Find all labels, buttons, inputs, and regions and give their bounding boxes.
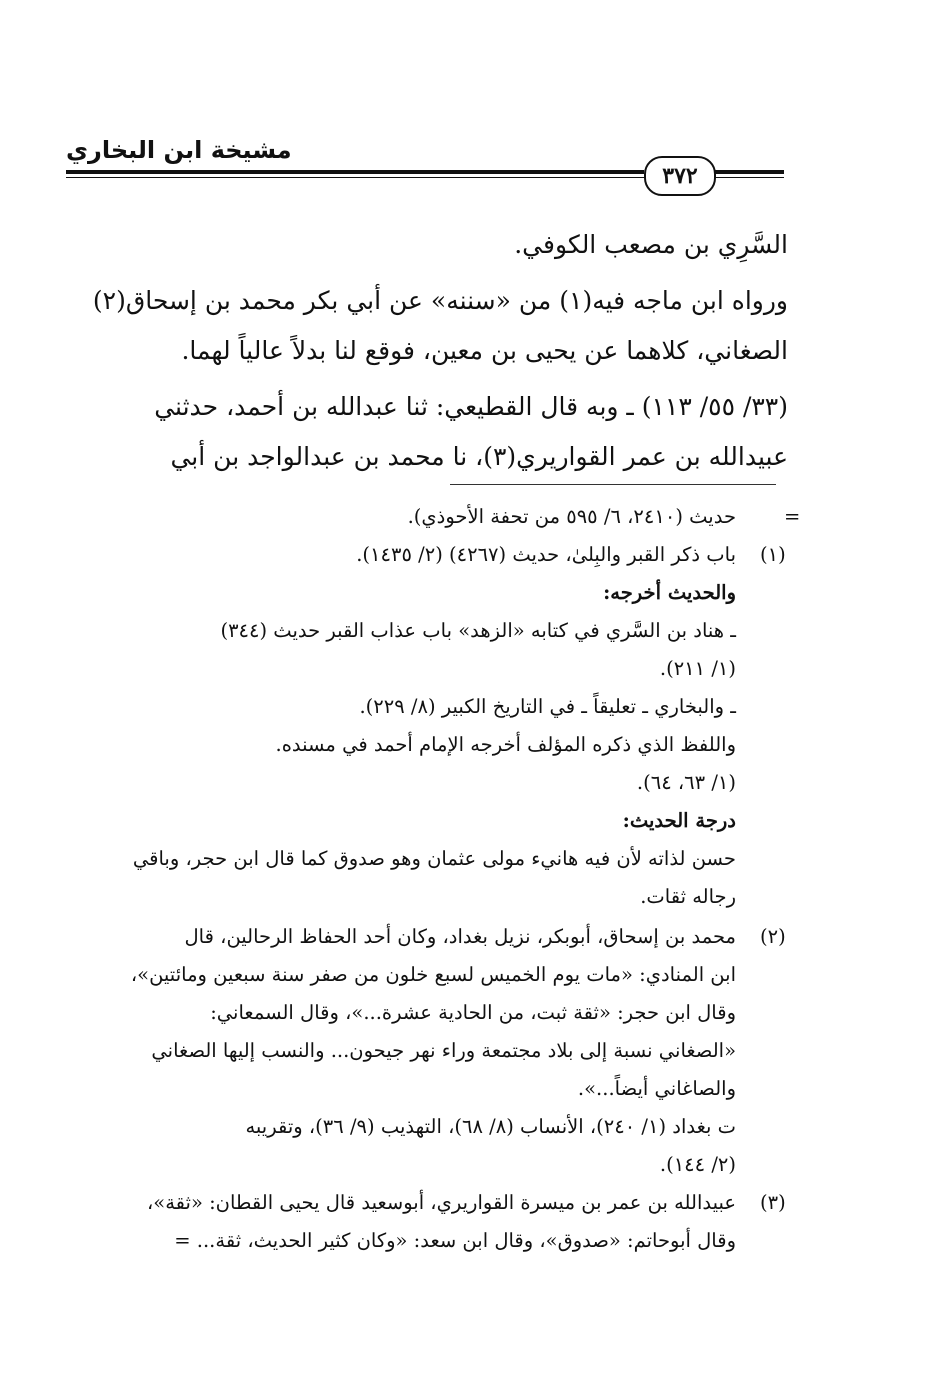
- body-line: السَّرِي بن مصعب الكوفي.: [514, 230, 788, 259]
- running-header-title: مشيخة ابن البخاري: [66, 136, 292, 164]
- page-number: ٣٧٢: [644, 156, 716, 196]
- body-line: (٣٣/ ٥٥/ ١١٣) ـ وبه قال القطيعي: ثنا عبدالله بن أحمد، حدثني: [154, 392, 788, 421]
- footnote-line: (٢/ ١٤٤).: [659, 1153, 736, 1176]
- footnote-line: وقال أبوحاتم: «صدوق»، وقال ابن سعد: «وكان كثير الحديث، ثقة... =: [174, 1229, 736, 1252]
- header-rule-thin: [66, 177, 644, 178]
- footnote-line: واللفظ الذي ذكره المؤلف أخرجه الإمام أحمد في مسنده.: [275, 733, 736, 756]
- footnote-line: محمد بن إسحاق، أبوبكر، نزيل بغداد، وكان أحد الحفاظ الرحالين، قال: [184, 925, 736, 948]
- header-rule-right-thick: [714, 170, 784, 174]
- footnote-subheading: والحديث أخرجه:: [603, 581, 736, 604]
- footnote-line: (١/ ٦٣، ٦٤).: [636, 771, 736, 794]
- footnote-line: عبيدالله بن عمر بن ميسرة القواريري، أبوسعيد قال يحيى القطان: «ثقة»،: [147, 1191, 736, 1214]
- footnote-continuation-marker: =: [784, 505, 801, 528]
- body-line: الصغاني، كلاهما عن يحيى بن معين، فوقع لنا بدلاً عالياً لهما.: [181, 336, 788, 365]
- main-text: [60, 220, 788, 482]
- body-line: عبيدالله بن عمر القواريري(٣)، نا محمد بن عبدالواجد بن أبي: [170, 442, 788, 471]
- footnote-line: والصاغاني أيضاً...».: [577, 1077, 736, 1100]
- footnote-1-marker: (١): [760, 543, 786, 566]
- footnote-line: باب ذكر القبر والبِلىٰ، حديث (٤٢٦٧) (٢/ ١٤٣٥).: [356, 543, 736, 566]
- footnote-line: حسن لذاته لأن فيه هانيء مولى عثمان وهو صدوق كما قال ابن حجر، وباقي: [132, 847, 736, 870]
- header-rule-thick: [66, 170, 644, 174]
- body-line: ورواه ابن ماجه فيه(١) من «سننه» عن أبي بكر محمد بن إسحاق(٢): [92, 286, 788, 315]
- footnote-line: وقال ابن حجر: «ثقة ثبت، من الحادية عشرة...»، وقال السمعاني:: [210, 1001, 736, 1024]
- footnote-line: رجاله ثقات.: [640, 885, 736, 908]
- footnote-separator: [450, 484, 776, 485]
- footnote-subheading: درجة الحديث:: [622, 809, 736, 832]
- footnote-3-marker: (٣): [760, 1191, 786, 1214]
- footnote-line: ـ والبخاري ـ تعليقاً ـ في التاريخ الكبير (٨/ ٢٢٩).: [359, 695, 736, 718]
- footnote-line: ت بغداد (١/ ٢٤٠)، الأنساب (٨/ ٦٨)، التهذيب (٩/ ٣٦)، وتقريبه: [245, 1115, 736, 1138]
- footnote-line: (١/ ٢١١).: [659, 657, 736, 680]
- footnote-line: حديث (٢٤١٠، ٦/ ٥٩٥ من تحفة الأحوذي).: [407, 505, 736, 528]
- footnote-line: ـ هناد بن السَّري في كتابه «الزهد» باب عذاب القبر حديث (٣٤٤): [220, 619, 736, 642]
- footnote-line: ابن المنادي: «مات يوم الخميس لسبع خلون من صفر سنة سبعين ومائتين»،: [130, 963, 736, 986]
- footnote-2-marker: (٢): [760, 925, 786, 948]
- footnote-line: «الصغاني نسبة إلى بلاد مجتمعة وراء نهر جيحون... والنسب إليها الصغاني: [151, 1039, 736, 1062]
- header-rule-right-thin: [714, 177, 784, 178]
